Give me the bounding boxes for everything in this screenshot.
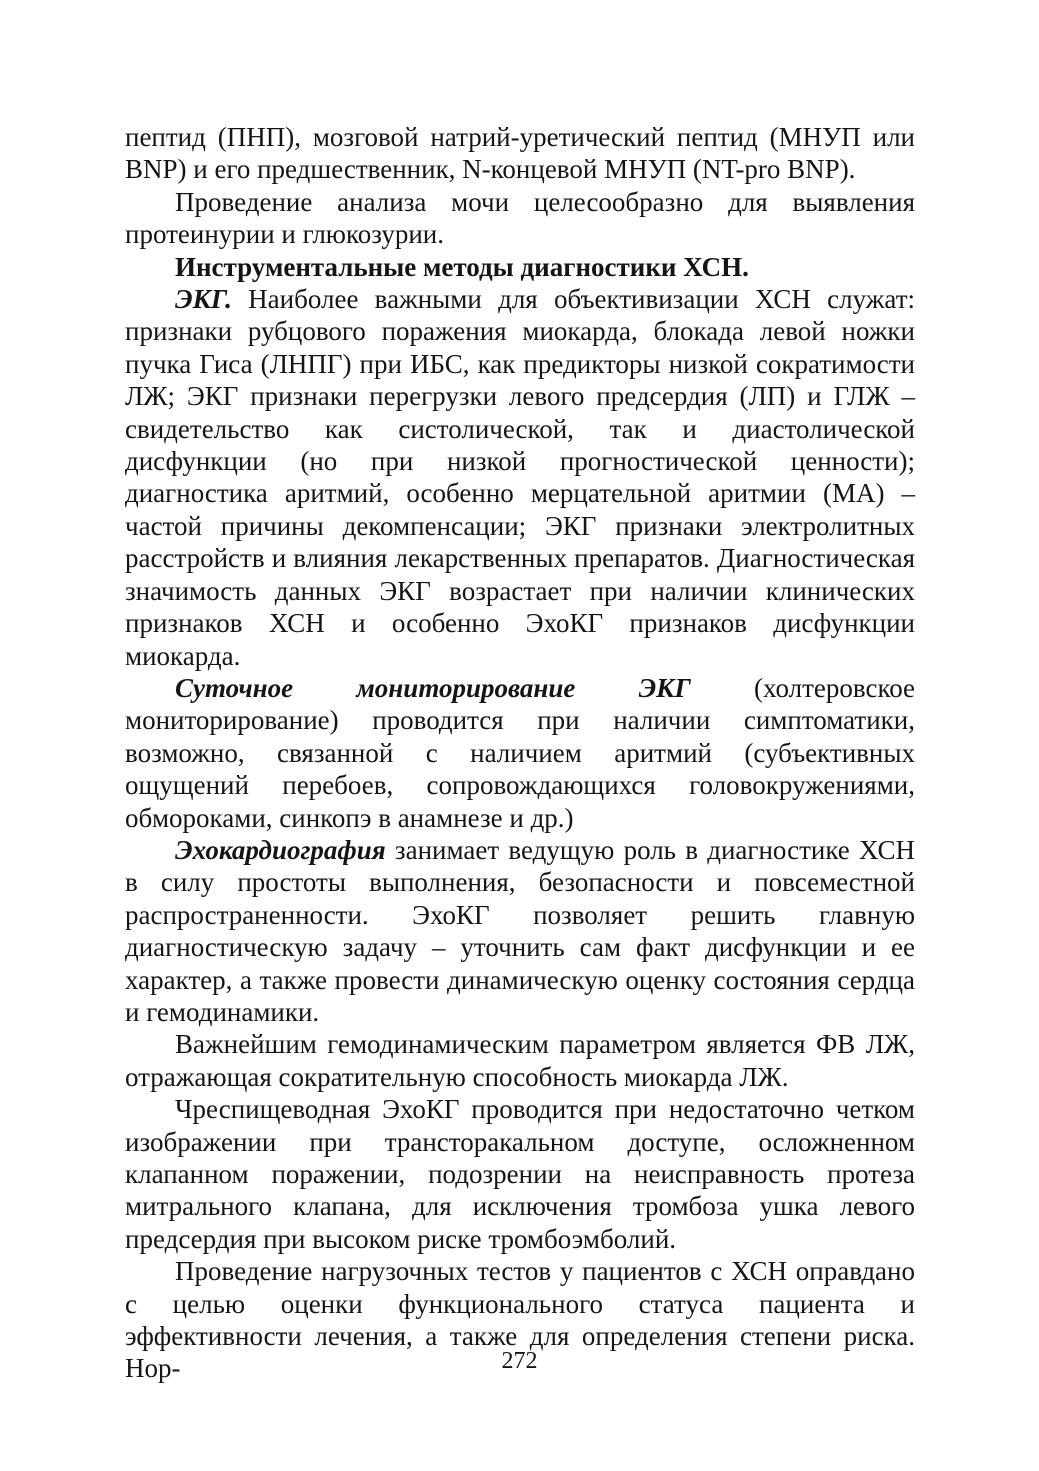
paragraph-holter (125, 672, 915, 834)
paragraph-ecg-text: Наиболее важными для объективизации ХСН служат: признаки рубцового поражения миокарда, блокада левой ножки пучка Гиса (ЛНПГ) при ИБС, как предикторы низкой сократимости ЛЖ; ЭКГ признаки перегрузки левого предсердия (ЛП) и ГЛЖ – свидетельство как систолической, так и диастолической дисфункции (но при низкой прогностической ценности); диагностика аритмий, особенно мерцательной аритмии (МА) – частой причины декомпенсации; ЭКГ признаки электролитных расстройств и влияния лекарственных препаратов. Диагностическая значимость данных ЭКГ возрастает при наличии клинических признаков ХСН и особенно ЭхоКГ признаков дисфункции миокарда. (125, 284, 915, 671)
term-echocardiography: Эхокардиография (175, 834, 386, 865)
paragraph-ecg (125, 283, 915, 672)
paragraph-ejection-fraction: Важнейшим гемодинамическим параметром является ФВ ЛЖ, отражающая сократительную способность миокарда ЛЖ. (125, 1029, 915, 1092)
page-number: 272 (501, 1348, 538, 1374)
paragraph-echocardiography-text: занимает ведущую роль в диагностике ХСН в силу простоты выполнения, безопасности и повсеместной распространенности. ЭхоКГ позволяет решить главную диагностическую задачу – уточнить сам факт дисфункции и ее характер, а также провести динамическую оценку состояния сердца и гемодинамики. (125, 834, 915, 1027)
paragraph-transesophageal-echo: Чреспищеводная ЭхоКГ проводится при недостаточно четком изображении при трансторакальном доступе, осложненном клапанном поражении, подозрении на неисправность протеза митрального клапана, для исключения тромбоза ушка левого предсердия при высоком риске тромбоэмболий. (125, 1094, 915, 1254)
page-body (125, 121, 915, 1385)
paragraph-echocardiography (125, 834, 915, 1028)
paragraph-stress-tests: Проведение нагрузочных тестов у пациентов с ХСН оправдано с целью оценки функционального статуса пациента и эффективности лечения, а также для определения степени риска. Нор- (125, 1256, 915, 1384)
term-ecg: ЭКГ. (175, 284, 232, 315)
term-holter-monitoring: Суточное мониторирование ЭКГ (175, 672, 691, 703)
paragraph-urine-analysis: Проведение анализа мочи целесообразно для выявления протеинурии и глюкозурии. (125, 186, 915, 250)
section-heading-instrumental-methods: Инструментальные методы диагностики ХСН. (175, 251, 749, 282)
paragraph-bnp: пептид (ПНП), мозговой натрий-уретический пептид (МНУП или BNP) и его предшественник, N-концевой МНУП (NT-pro BNP). (125, 122, 915, 185)
paragraph-holter-text: (холтеровское мониторирование) проводится при наличии симптоматики, возможно, связанной с наличием аритмий (субъективных ощущений перебоев, сопровождающихся головокружениями, обмороками, синкопэ в анамнезе и др.) (125, 672, 916, 833)
